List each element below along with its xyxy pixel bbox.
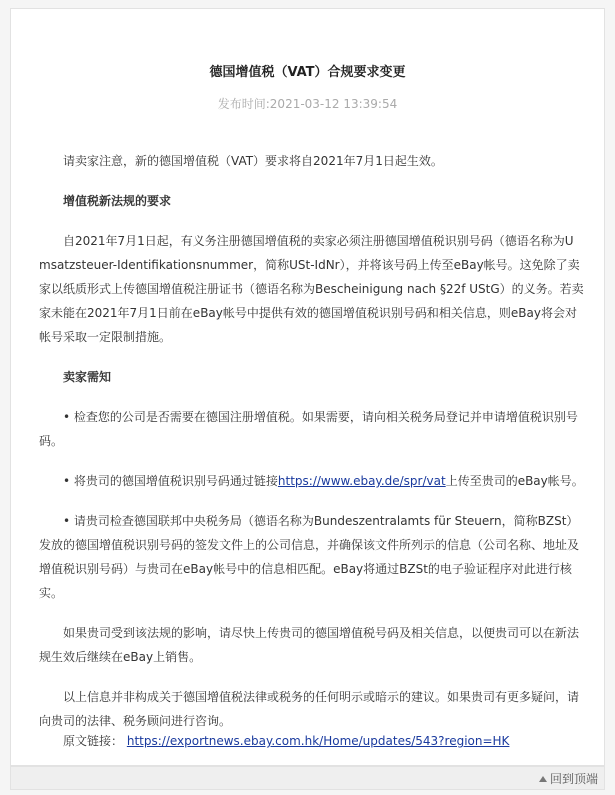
bullet-check-company-info: • 请贵司检查德国联邦中央税务局（德语名称为Bundeszentralamts für Steuern，简称BZSt）发放的德国增值税识别号码的签发文件上的公司信息，并确保该文件所列示的信息（公司名称、地址及增值税识别号码）与贵司在eBay帐号中的信息相匹配。eBay将通过BZSt的电子验证程序对此进行核实。: [39, 514, 580, 600]
section-heading-requirements: 增值税新法规的要求: [63, 194, 172, 208]
section-heading-seller-notes: 卖家需知: [63, 370, 112, 384]
closing-paragraph-2: 以上信息并非构成关于德国增值税法律或税务的任何明示或暗示的建议。如果贵司有更多疑问，请向贵司的法律、税务顾问进行咨询。: [39, 690, 580, 728]
bullet-upload-suffix: 上传至贵司的eBay帐号。: [445, 474, 584, 488]
article-title: 德国增值税（VAT）合规要求变更: [209, 65, 406, 80]
intro-paragraph: 请卖家注意，新的德国增值税（VAT）要求将自2021年7月1日起生效。: [63, 154, 443, 168]
back-to-top-button[interactable]: [539, 770, 598, 787]
footer-bar: [10, 766, 605, 790]
bullet-check-registration: • 检查您的公司是否需要在德国注册增值税。如果需要，请向相关税务局登记并申请增值税识别号码。: [39, 410, 578, 448]
source-label: 原文链接：: [63, 734, 124, 748]
vat-upload-link[interactable]: https://www.ebay.de/spr/vat: [277, 474, 446, 488]
bullet-upload-prefix: • 将贵司的德国增值税识别号码通过链接: [63, 474, 278, 488]
back-to-top-label: 回到顶端: [549, 772, 598, 786]
source-paragraph: [39, 729, 584, 753]
article-body: [39, 149, 584, 749]
source-line: [39, 729, 584, 753]
bullet-upload-vat: [39, 469, 584, 493]
arrow-up-icon: [539, 776, 547, 782]
closing-paragraph-1: 如果贵司受到该法规的影响，请尽快上传贵司的德国增值税号码及相关信息，以便贵司可以在新法规生效后继续在eBay上销售。: [39, 626, 580, 664]
source-link[interactable]: https://exportnews.ebay.com.hk/Home/updates/543?region=HK: [126, 734, 510, 748]
article-card: [10, 8, 605, 766]
publish-date: 发布时间:2021-03-12 13:39:54: [217, 97, 398, 111]
requirements-paragraph: 自2021年7月1日起，有义务注册德国增值税的卖家必须注册德国增值税识别号码（德语名称为Umsatzsteuer-Identifikationsnummer，简称USt-IdNr），并将该号码上传至eBay帐号。这免除了卖家以纸质形式上传德国增值税注册证书（德语名称为Bescheinigung nach §22f UStG）的义务。若卖家未能在2021年7月1日前在eBay帐号中提供有效的德国增值税识别号码和相关信息，则eBay将会对帐号采取一定限制措施。: [39, 234, 584, 344]
